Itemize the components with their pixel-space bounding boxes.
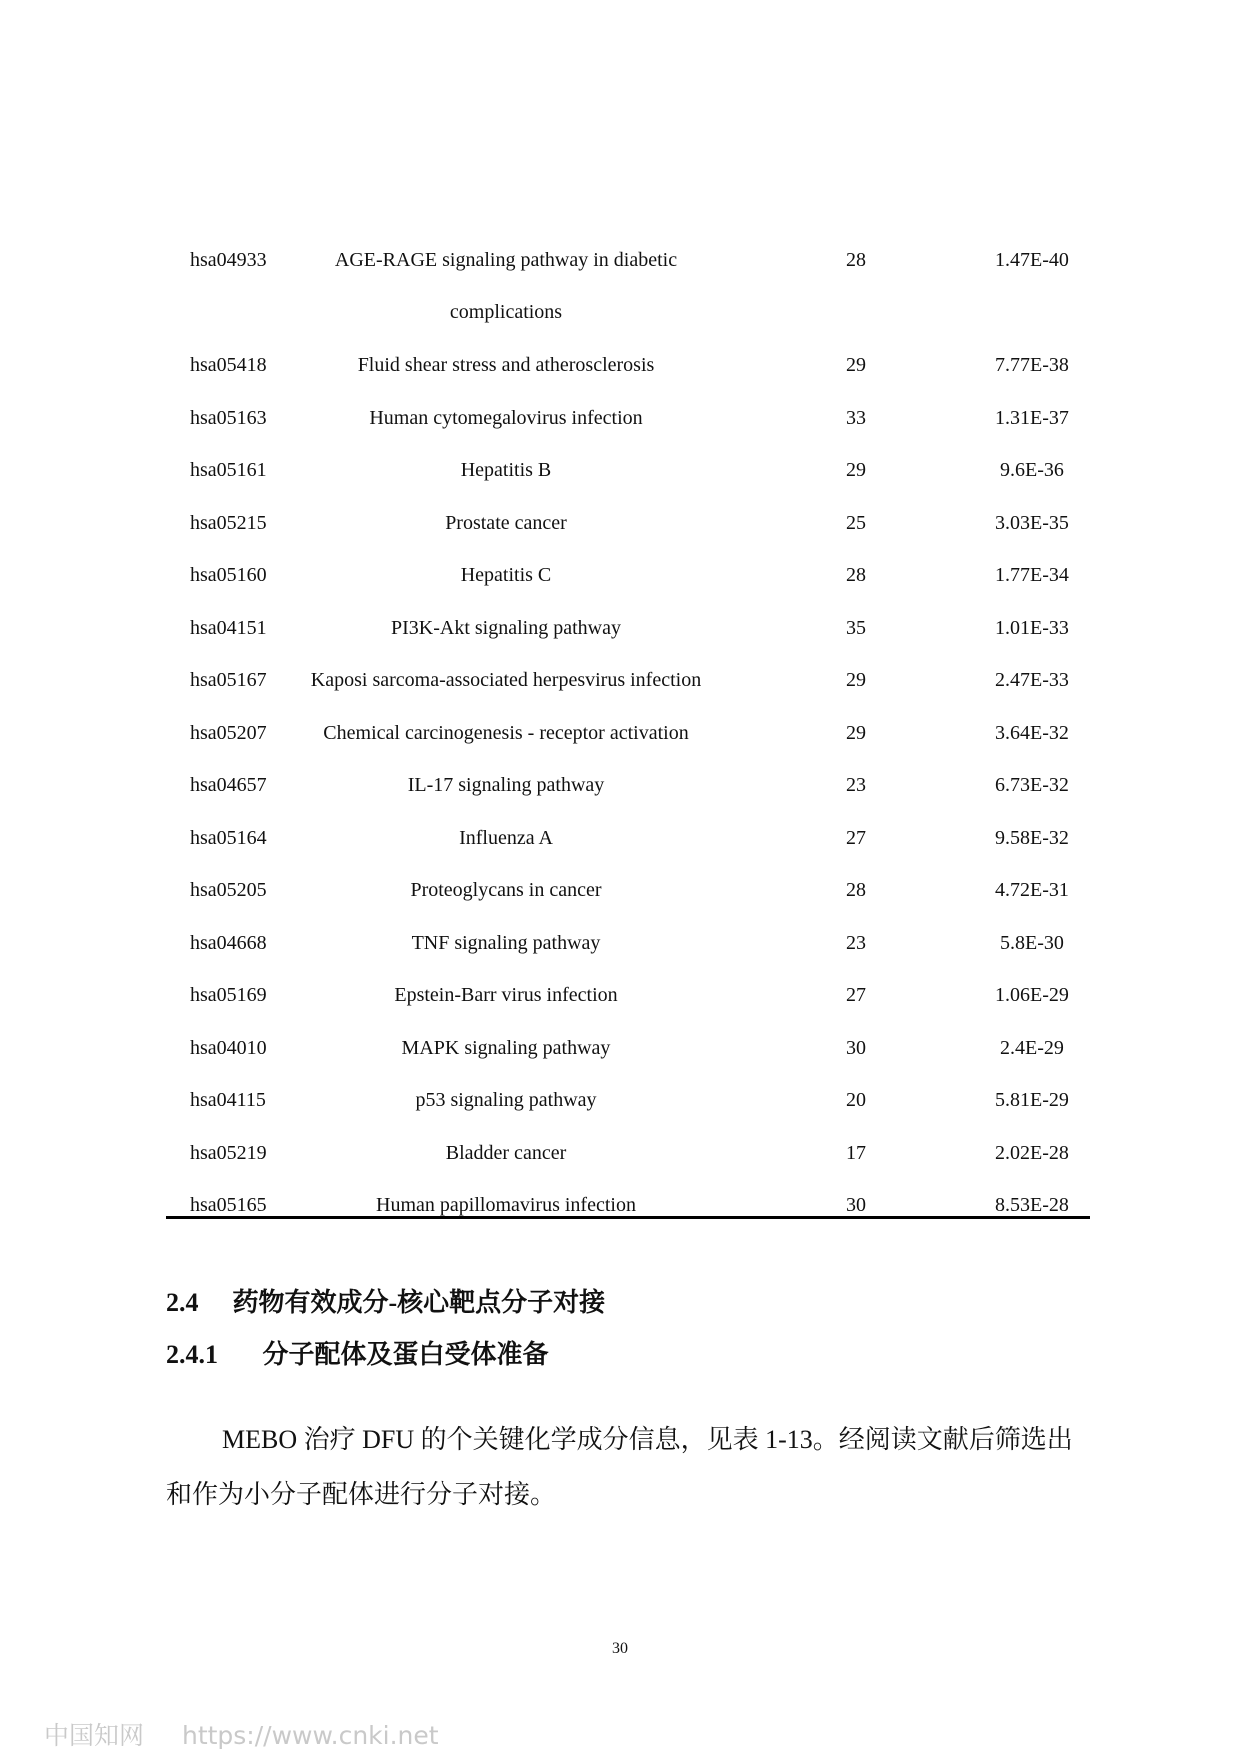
- pathway-name: TNF signaling pathway: [411, 931, 601, 954]
- pathway-name: Hepatitis B: [460, 459, 552, 481]
- gene-count: 17: [846, 1141, 866, 1164]
- gene-count: 35: [846, 616, 866, 639]
- p-value: 5.8E-30: [1000, 931, 1064, 954]
- gene-count: 29: [846, 459, 866, 481]
- p-value: 8.53E-28: [995, 1194, 1069, 1216]
- gene-count: 27: [846, 984, 866, 1006]
- pathway-id: hsa05205: [190, 879, 267, 901]
- pathway-id: hsa05418: [190, 354, 267, 376]
- gene-count: 23: [846, 931, 866, 954]
- pathway-name: Fluid shear stress and atherosclerosis: [357, 354, 655, 376]
- p-value: 4.72E-31: [995, 879, 1069, 901]
- p-value: 5.81E-29: [995, 1089, 1069, 1111]
- subsection-title: 分子配体及蛋白受体准备: [262, 1340, 549, 1369]
- gene-count: 27: [846, 826, 866, 849]
- pathway-name: PI3K-Akt signaling pathway: [391, 616, 621, 639]
- gene-count: 25: [846, 511, 866, 534]
- section-number: 2.4: [166, 1288, 199, 1317]
- table-row: [166, 858, 1090, 911]
- subsection-number: 2.4.1: [166, 1340, 218, 1369]
- table-row: [166, 438, 1090, 491]
- pathway-id: hsa05165: [190, 1194, 267, 1216]
- table-row: [166, 543, 1090, 596]
- pathway-name: Kaposi sarcoma-associated herpesvirus infection: [310, 669, 702, 691]
- watermark: [44, 1716, 439, 1752]
- p-value: 9.58E-32: [995, 826, 1069, 849]
- pathway-name: Human cytomegalovirus infection: [369, 406, 643, 429]
- table-row: [166, 1121, 1090, 1174]
- pathway-id: hsa04115: [190, 1089, 266, 1111]
- pathway-id: hsa04010: [190, 1036, 267, 1059]
- table-row: [166, 648, 1090, 701]
- pathway-name: IL-17 signaling pathway: [407, 774, 605, 796]
- pathway-id: hsa05215: [190, 511, 267, 534]
- gene-count: 29: [846, 669, 866, 691]
- pathway-id: hsa05169: [190, 984, 267, 1006]
- table-row: [166, 491, 1090, 544]
- pathway-id: hsa05160: [190, 564, 267, 586]
- pathway-name: Influenza A: [459, 826, 553, 849]
- gene-count: 28: [846, 879, 866, 901]
- pathway-name: AGE-RAGE signaling pathway in diabetic complications: [334, 249, 678, 323]
- pathway-id: hsa04933: [190, 249, 267, 271]
- table-row: [166, 911, 1090, 964]
- pathway-name: Chemical carcinogenesis - receptor activation: [323, 721, 689, 744]
- gene-count: 30: [846, 1194, 866, 1216]
- pathway-name: Hepatitis C: [460, 564, 552, 586]
- gene-count: 29: [846, 721, 866, 744]
- table-row: [166, 701, 1090, 754]
- p-value: 1.77E-34: [995, 564, 1069, 586]
- p-value: 6.73E-32: [995, 774, 1069, 796]
- p-value: 2.02E-28: [995, 1141, 1069, 1164]
- pathway-table: [166, 228, 1090, 1226]
- p-value: 1.01E-33: [995, 616, 1069, 639]
- p-value: 7.77E-38: [995, 354, 1069, 376]
- table-row: [166, 333, 1090, 386]
- pathway-name: p53 signaling pathway: [415, 1089, 597, 1111]
- pathway-id: hsa04151: [190, 616, 267, 639]
- pathway-id: hsa05164: [190, 826, 267, 849]
- body-paragraph: MEBO 治疗 DFU 的个关键化学成分信息，见表 1-13。经阅读文献后筛选出和作为小分子配体进行分子对接。: [166, 1425, 1073, 1509]
- section-title: 药物有效成分-核心靶点分子对接: [232, 1288, 606, 1317]
- p-value: 3.64E-32: [995, 721, 1069, 744]
- gene-count: 28: [846, 564, 866, 586]
- p-value: 2.4E-29: [1000, 1036, 1064, 1059]
- pathway-name: Prostate cancer: [445, 511, 567, 534]
- subsection-heading: [166, 1334, 549, 1371]
- pathway-id: hsa05219: [190, 1141, 267, 1164]
- p-value: 9.6E-36: [1000, 459, 1064, 481]
- pathway-name: MAPK signaling pathway: [401, 1036, 611, 1059]
- table-row: [166, 386, 1090, 439]
- pathway-name: Human papillomavirus infection: [376, 1194, 636, 1216]
- pathway-id: hsa04668: [190, 931, 267, 954]
- gene-count: 30: [846, 1036, 866, 1059]
- p-value: 2.47E-33: [995, 669, 1069, 691]
- gene-count: 28: [846, 249, 866, 271]
- gene-count: 23: [846, 774, 866, 796]
- gene-count: 33: [846, 406, 866, 429]
- section-heading: [166, 1282, 605, 1319]
- p-value: 1.31E-37: [995, 406, 1069, 429]
- pathway-id: hsa05167: [190, 669, 267, 691]
- table-row: [166, 753, 1090, 806]
- p-value: 3.03E-35: [995, 511, 1069, 534]
- pathway-id: hsa05207: [190, 721, 267, 744]
- gene-count: 29: [846, 354, 866, 376]
- table-row: [166, 806, 1090, 859]
- pathway-id: hsa05163: [190, 406, 267, 429]
- page-number: 30: [612, 1640, 628, 1657]
- pathway-name: Proteoglycans in cancer: [410, 879, 602, 901]
- pathway-id: hsa05161: [190, 459, 267, 481]
- pathway-id: hsa04657: [190, 774, 267, 796]
- table-row: [166, 1016, 1090, 1069]
- pathway-name: Epstein-Barr virus infection: [394, 984, 618, 1006]
- pathway-name: Bladder cancer: [445, 1141, 567, 1164]
- watermark-brand: 中国知网: [44, 1721, 145, 1750]
- table-row: [166, 963, 1090, 1016]
- watermark-url: https://www.cnki.net: [181, 1721, 439, 1750]
- table-row: [166, 228, 1090, 333]
- table-row: [166, 596, 1090, 649]
- p-value: 1.47E-40: [995, 249, 1069, 271]
- table-row: [166, 1068, 1090, 1121]
- p-value: 1.06E-29: [995, 984, 1069, 1006]
- table-bottom-rule: [166, 1216, 1090, 1219]
- gene-count: 20: [846, 1089, 866, 1111]
